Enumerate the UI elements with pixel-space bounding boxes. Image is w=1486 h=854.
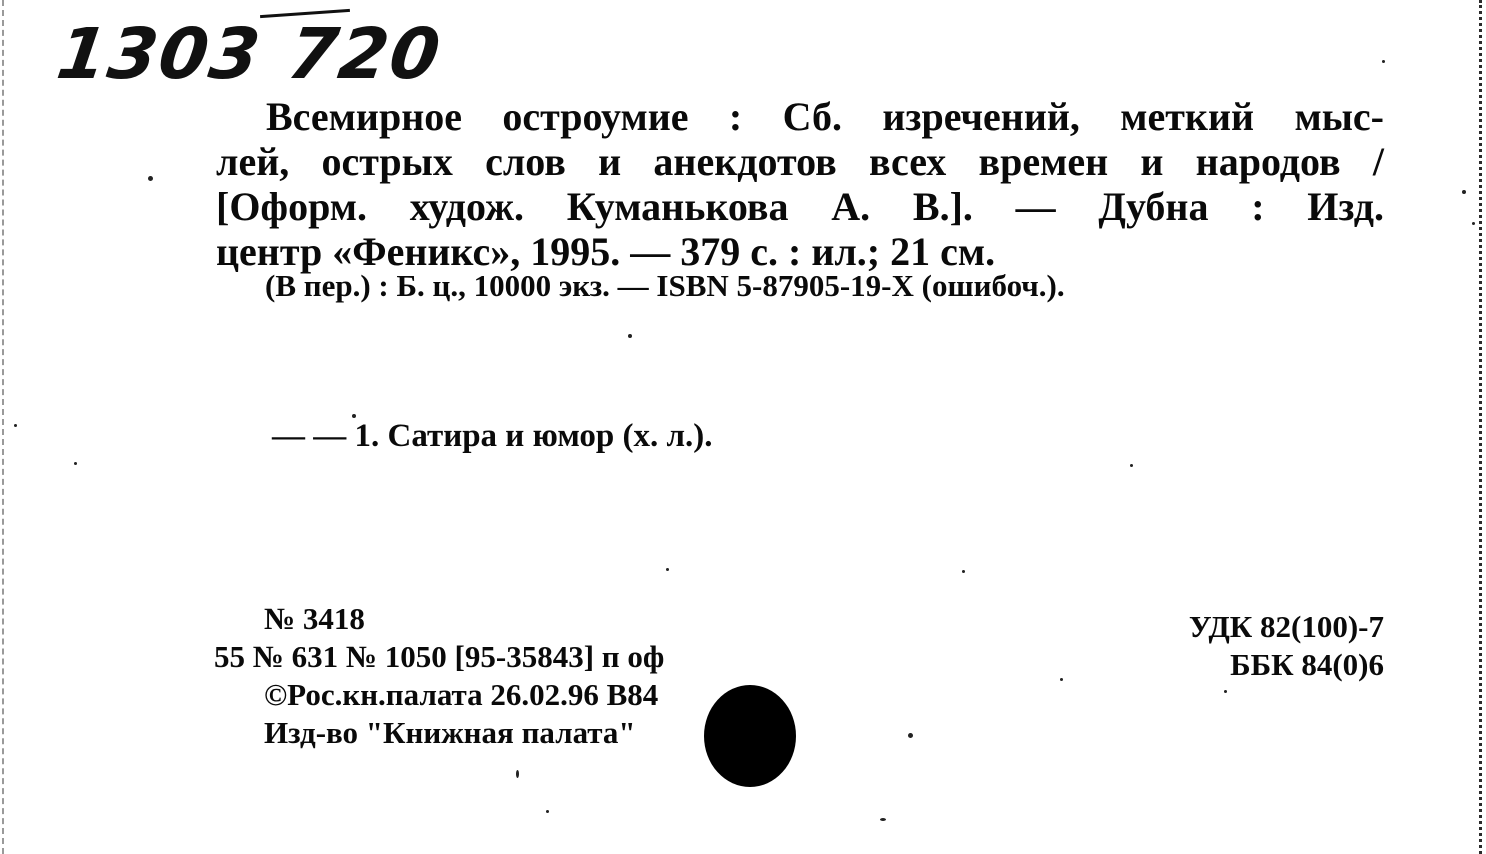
- scan-speck: [1382, 60, 1385, 63]
- registry-block: [214, 600, 664, 752]
- description-line-4: центр «Феникс», 1995. — 379 с. : ил.; 21 см.: [216, 229, 996, 274]
- description-line-3: [Оформ. худож. Куманькова А. В.]. — Дубна : Изд.: [216, 184, 1384, 229]
- subject-heading: — — 1. Сатира и юмор (х. л.).: [272, 418, 713, 454]
- imprint-line: (В пер.) : Б. ц., 10000 экз. — ISBN 5-87905-19-X (ошибоч.).: [265, 268, 1065, 303]
- scan-speck: [1472, 222, 1475, 225]
- scan-speck: [880, 818, 886, 821]
- registry-publisher: Изд-во "Книжная палата": [264, 715, 636, 750]
- description-line-2: лей, острых слов и анекдотов всех времен и народов /: [216, 139, 1384, 184]
- scan-speck: [546, 810, 549, 813]
- scan-speck: [1060, 678, 1063, 681]
- scan-speck: [516, 770, 519, 778]
- card-right-edge: [1479, 0, 1482, 854]
- handwritten-number-part1: 1303: [52, 13, 267, 95]
- registry-record: 55 № 631 № 1050 [95-35843] п оф: [214, 639, 665, 674]
- bbk-code: ББК 84(0)6: [1230, 647, 1384, 682]
- scan-speck: [1462, 190, 1466, 194]
- bibliographic-description: [216, 94, 1384, 274]
- scan-speck: [352, 414, 356, 418]
- scan-speck: [962, 570, 965, 573]
- scan-speck: [666, 568, 669, 571]
- scan-speck: [908, 733, 913, 738]
- punch-hole: [704, 685, 796, 787]
- scan-speck: [1224, 690, 1227, 693]
- handwritten-number-part2: 720: [283, 13, 447, 95]
- handwritten-catalog-number: [52, 14, 446, 94]
- scan-speck: [14, 424, 17, 427]
- scan-speck: [74, 462, 77, 465]
- classification-block: [1189, 608, 1384, 684]
- scan-speck: [628, 334, 632, 338]
- registry-copyright: ©Рос.кн.палата 26.02.96 В84: [264, 677, 659, 712]
- scan-speck: [1130, 464, 1133, 467]
- scan-speck: [148, 176, 153, 181]
- card-left-edge: [2, 0, 4, 854]
- udk-code: УДК 82(100)-7: [1188, 609, 1384, 644]
- description-line-1: Всемирное остроумие : Сб. изречений, меткий мыс-: [266, 94, 1384, 139]
- registry-number: № 3418: [264, 601, 365, 636]
